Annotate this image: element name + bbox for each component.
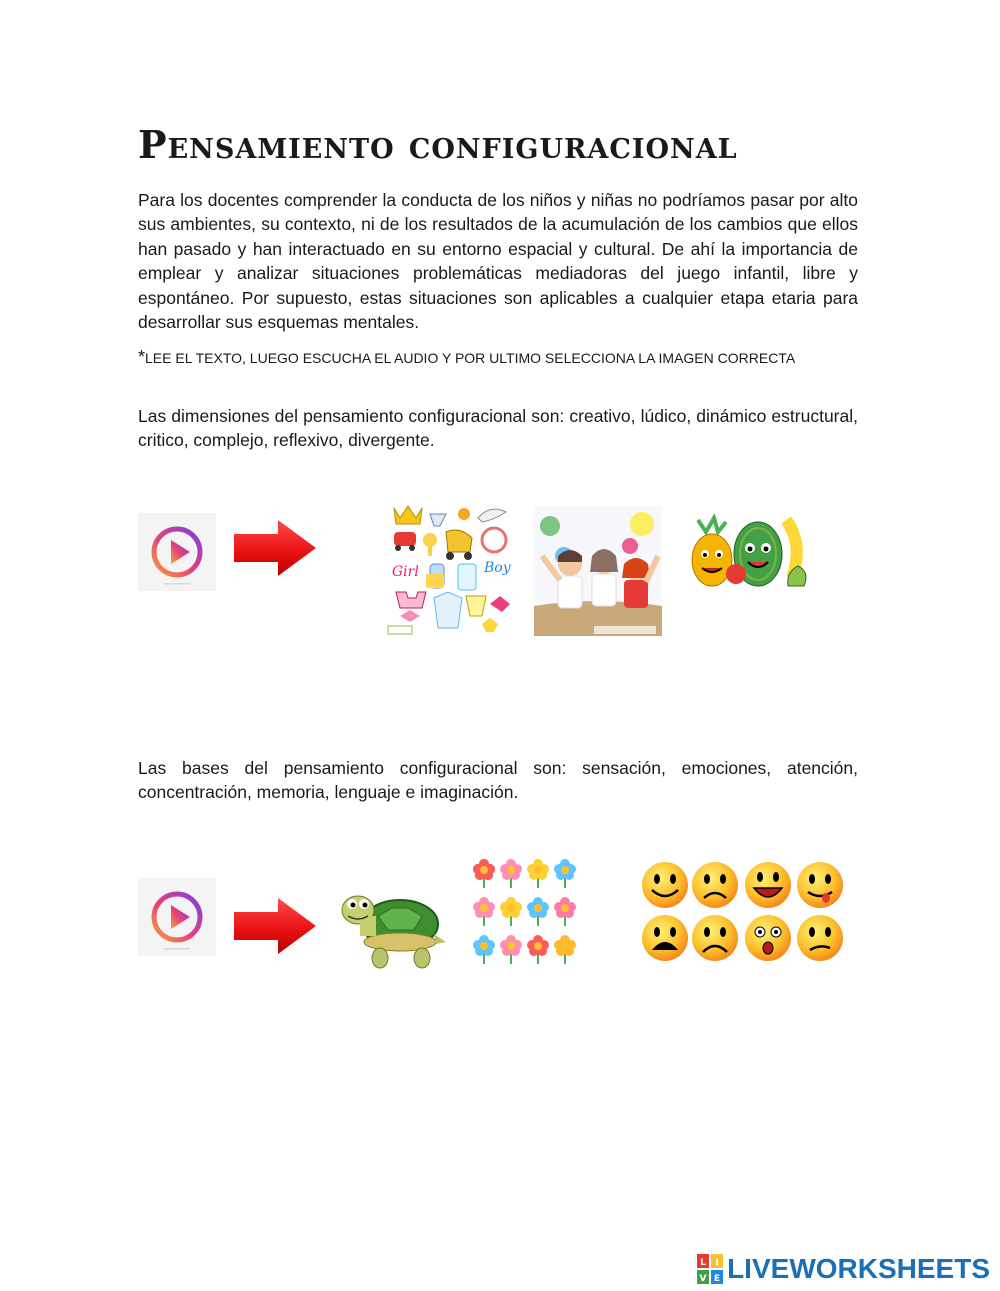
svg-text:Boy: Boy [484, 560, 511, 576]
question-1-text: Las dimensiones del pensamiento configuracional son: creativo, lúdico, dinámico estructural, critico, complejo, reflexivo, divergente. [138, 406, 858, 451]
logo-letter-i: I [715, 1258, 719, 1268]
play-icon [138, 878, 216, 956]
liveworksheets-wordmark: LIVEWORKSHEETS [727, 1253, 990, 1284]
intro-paragraph: Para los docentes comprender la conducta de los niños y niñas no podríamos pasar por alto sus ambientes, su contexto, ni de los resultados de la acumulación de los cambios que ellos han pasado y han interactuado en su entorno espacial y cultural. De ahí la importancia de emplear y analizar situaciones problemáticas mediadoras del juego infantil, libre y espontáneo. Por supuesto, estas situaciones son aplicables a cualquier etapa etaria para desarrollar sus esquemas mentales. [138, 190, 858, 333]
option-children-painting-image[interactable] [534, 506, 662, 636]
instruction-text [138, 347, 858, 369]
play-icon [138, 513, 216, 591]
audio-play-button-2[interactable] [138, 878, 216, 956]
turtle-image [338, 886, 448, 970]
baby-items-image [386, 500, 516, 638]
audio-play-button-1[interactable] [138, 513, 216, 591]
option-turtle-image[interactable] [338, 886, 448, 970]
instruction-label: LEE EL TEXTO, LUEGO ESCUCHA EL AUDIO Y POR ULTIMO SELECCIONA LA IMAGEN CORRECTA [145, 350, 796, 366]
option-baby-items-image[interactable] [386, 500, 516, 638]
option-flowers-image[interactable] [470, 856, 580, 970]
option-fruits-image[interactable] [688, 514, 814, 590]
liveworksheets-blocks-icon [697, 1254, 723, 1284]
logo-letter-e: E [714, 1274, 721, 1284]
emoticons-image [640, 860, 846, 964]
option-emoticons-image[interactable] [640, 860, 846, 964]
liveworksheets-logo [697, 1254, 990, 1284]
fruits-image [688, 514, 814, 590]
flowers-image [470, 856, 580, 970]
page-title: Pensamiento configuracional [138, 122, 738, 167]
question-2-text: Las bases del pensamiento configuracional son: sensación, emociones, atención, concentración, memoria, lenguaje e imaginación. [138, 758, 858, 803]
children-painting-image [534, 506, 662, 636]
red-arrow-icon-2 [232, 896, 318, 956]
red-arrow-icon-1 [232, 518, 318, 578]
svg-text:Girl: Girl [392, 564, 419, 580]
instruction-star: * [138, 347, 146, 367]
logo-letter-v: V [699, 1274, 707, 1284]
logo-letter-l: L [700, 1258, 706, 1268]
